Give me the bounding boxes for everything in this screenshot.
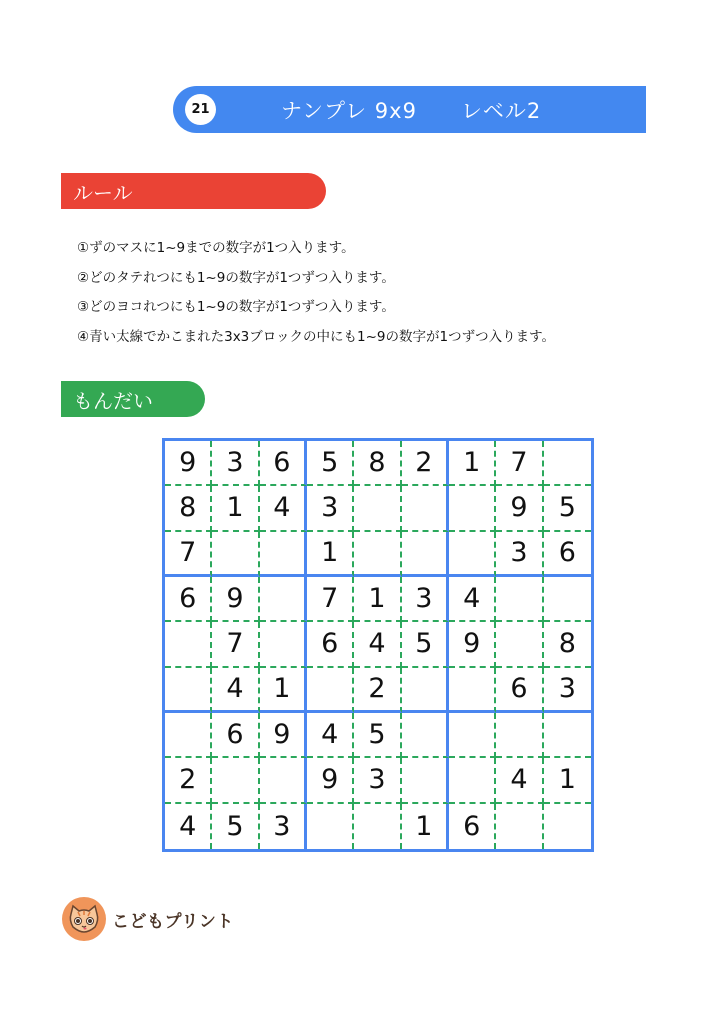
empty-cell[interactable] xyxy=(402,713,449,758)
empty-cell[interactable] xyxy=(260,532,307,577)
given-cell: 4 xyxy=(496,758,543,803)
given-cell: 7 xyxy=(307,577,354,622)
level-label: レベル2 xyxy=(460,98,542,123)
empty-cell[interactable] xyxy=(449,668,496,713)
brand-name: こどもプリント xyxy=(112,911,234,932)
empty-cell[interactable] xyxy=(449,486,496,531)
given-cell: 3 xyxy=(260,804,307,849)
given-cell: 3 xyxy=(354,758,401,803)
empty-cell[interactable] xyxy=(544,577,591,622)
empty-cell[interactable] xyxy=(449,758,496,803)
given-cell: 9 xyxy=(449,622,496,667)
given-cell: 9 xyxy=(212,577,259,622)
given-cell: 2 xyxy=(354,668,401,713)
empty-cell[interactable] xyxy=(354,486,401,531)
given-cell: 5 xyxy=(212,804,259,849)
empty-cell[interactable] xyxy=(402,486,449,531)
given-cell: 1 xyxy=(354,577,401,622)
empty-cell[interactable] xyxy=(165,622,212,667)
empty-cell[interactable] xyxy=(260,577,307,622)
empty-cell[interactable] xyxy=(402,668,449,713)
problem-heading xyxy=(61,381,205,417)
given-cell: 5 xyxy=(402,622,449,667)
given-cell: 9 xyxy=(165,441,212,486)
given-cell: 7 xyxy=(496,441,543,486)
empty-cell[interactable] xyxy=(496,713,543,758)
empty-cell[interactable] xyxy=(449,532,496,577)
rules-heading-label: ルール xyxy=(73,180,133,205)
given-cell: 7 xyxy=(165,532,212,577)
given-cell: 8 xyxy=(165,486,212,531)
given-cell: 4 xyxy=(212,668,259,713)
given-cell: 4 xyxy=(165,804,212,849)
worksheet-number-badge: 21 xyxy=(185,94,216,125)
given-cell: 5 xyxy=(354,713,401,758)
given-cell: 9 xyxy=(496,486,543,531)
empty-cell[interactable] xyxy=(496,622,543,667)
worksheet-title xyxy=(281,86,541,133)
given-cell: 4 xyxy=(354,622,401,667)
given-cell: 6 xyxy=(165,577,212,622)
given-cell: 6 xyxy=(260,441,307,486)
given-cell: 3 xyxy=(402,577,449,622)
rule-item: ④青い太線でかこまれた3x3ブロックの中にも1~9の数字が1つずつ入ります。 xyxy=(77,328,555,345)
given-cell: 2 xyxy=(165,758,212,803)
empty-cell[interactable] xyxy=(496,577,543,622)
rule-item: ①ずのマスに1~9までの数字が1つ入ります。 xyxy=(77,240,355,256)
empty-cell[interactable] xyxy=(260,758,307,803)
empty-cell[interactable] xyxy=(449,713,496,758)
given-cell: 8 xyxy=(354,441,401,486)
empty-cell[interactable] xyxy=(402,532,449,577)
given-cell: 7 xyxy=(212,622,259,667)
rules-list xyxy=(77,234,555,352)
given-cell: 3 xyxy=(212,441,259,486)
rules-heading xyxy=(61,173,326,209)
problem-heading-label: もんだい xyxy=(73,388,153,413)
empty-cell[interactable] xyxy=(165,713,212,758)
given-cell: 1 xyxy=(449,441,496,486)
given-cell: 6 xyxy=(544,532,591,577)
given-cell: 3 xyxy=(544,668,591,713)
given-cell: 6 xyxy=(449,804,496,849)
empty-cell[interactable] xyxy=(212,532,259,577)
given-cell: 3 xyxy=(496,532,543,577)
given-cell: 9 xyxy=(307,758,354,803)
given-cell: 4 xyxy=(260,486,307,531)
empty-cell[interactable] xyxy=(544,441,591,486)
empty-cell[interactable] xyxy=(307,804,354,849)
empty-cell[interactable] xyxy=(307,668,354,713)
empty-cell[interactable] xyxy=(260,622,307,667)
given-cell: 5 xyxy=(544,486,591,531)
empty-cell[interactable] xyxy=(402,758,449,803)
empty-cell[interactable] xyxy=(544,804,591,849)
rule-item: ②どのタテれつにも1~9の数字が1つずつ入ります。 xyxy=(77,269,395,286)
cat-face-icon xyxy=(62,897,106,941)
given-cell: 6 xyxy=(307,622,354,667)
empty-cell[interactable] xyxy=(212,758,259,803)
given-cell: 1 xyxy=(402,804,449,849)
title-banner xyxy=(173,86,646,133)
empty-cell[interactable] xyxy=(354,532,401,577)
empty-cell[interactable] xyxy=(165,668,212,713)
sudoku-grid xyxy=(162,438,594,852)
given-cell: 9 xyxy=(260,713,307,758)
brand-logo xyxy=(62,897,234,941)
given-cell: 8 xyxy=(544,622,591,667)
empty-cell[interactable] xyxy=(496,804,543,849)
given-cell: 1 xyxy=(544,758,591,803)
given-cell: 3 xyxy=(307,486,354,531)
given-cell: 2 xyxy=(402,441,449,486)
empty-cell[interactable] xyxy=(544,713,591,758)
given-cell: 6 xyxy=(212,713,259,758)
given-cell: 1 xyxy=(260,668,307,713)
given-cell: 1 xyxy=(307,532,354,577)
given-cell: 6 xyxy=(496,668,543,713)
rule-item: ③どのヨコれつにも1~9の数字が1つずつ入ります。 xyxy=(77,299,395,315)
given-cell: 5 xyxy=(307,441,354,486)
empty-cell[interactable] xyxy=(354,804,401,849)
given-cell: 1 xyxy=(212,486,259,531)
given-cell: 4 xyxy=(307,713,354,758)
given-cell: 4 xyxy=(449,577,496,622)
puzzle-type-label: ナンプレ 9x9 xyxy=(281,98,417,123)
